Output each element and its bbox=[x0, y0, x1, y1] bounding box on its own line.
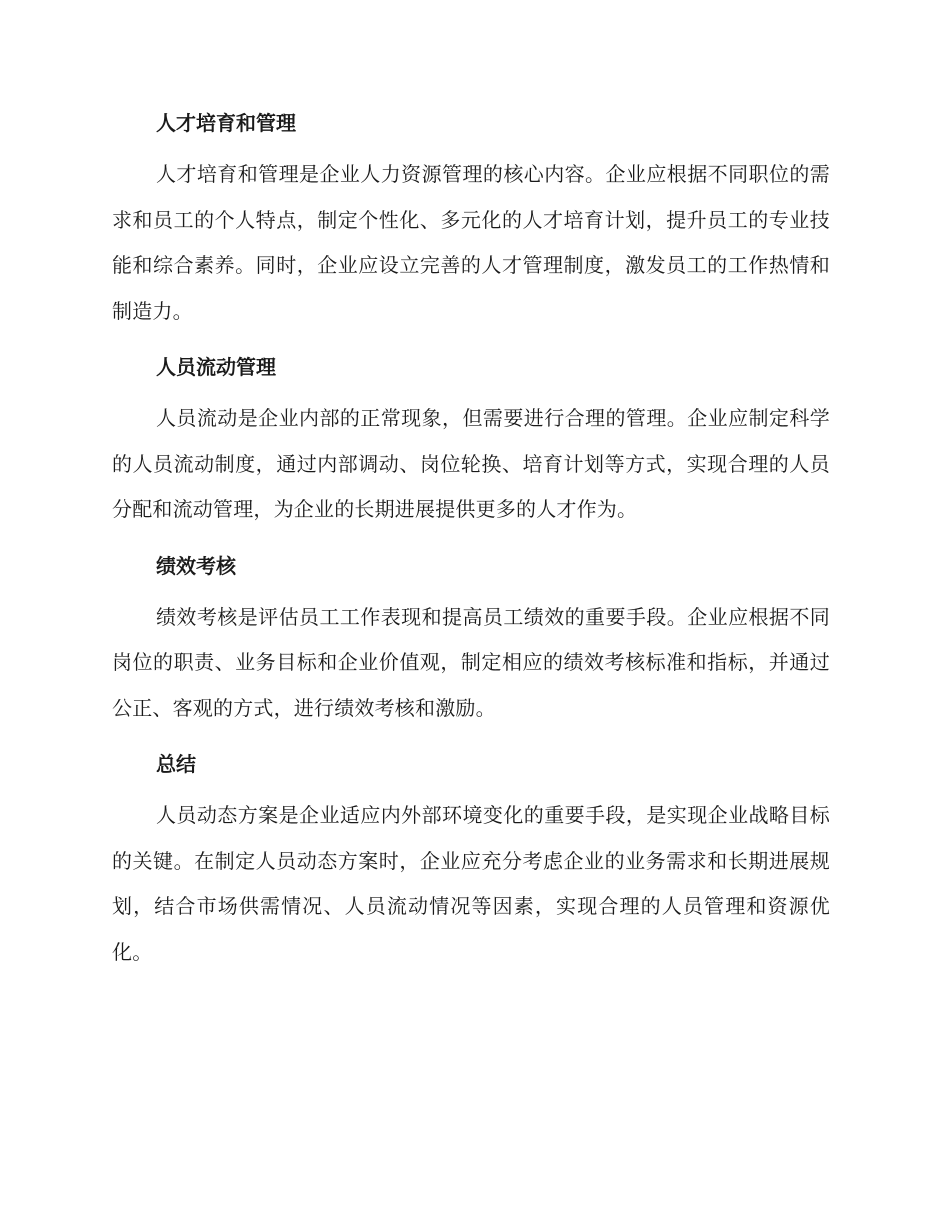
section-paragraph: 人员动态方案是企业适应内外部环境变化的重要手段，是实现企业战略目标的关键。在制定人员动态方案时，企业应充分考虑企业的业务需求和长期进展规划，结合市场供需情况、人员流动情况等因素，实现合理的人员管理和资源优化。 bbox=[112, 803, 830, 964]
section-talent-development bbox=[112, 108, 830, 334]
section-heading: 人才培育和管理 bbox=[156, 111, 296, 135]
section-staff-mobility bbox=[112, 352, 830, 533]
section-paragraph: 绩效考核是评估员工工作表现和提高员工绩效的重要手段。企业应根据不同岗位的职责、业务目标和企业价值观，制定相应的绩效考核标准和指标，并通过公正、客观的方式，进行绩效考核和激励。 bbox=[112, 604, 830, 720]
section-heading: 绩效考核 bbox=[156, 553, 236, 578]
document-page bbox=[112, 108, 830, 993]
section-paragraph: 人才培育和管理是企业人力资源管理的核心内容。企业应根据不同职位的需求和员工的个人特点，制定个性化、多元化的人才培育计划，提升员工的专业技能和综合素养。同时，企业应设立完善的人才管理制度，激发员工的工作热情和制造力。 bbox=[112, 162, 830, 323]
section-heading: 人员流动管理 bbox=[156, 355, 276, 379]
section-summary bbox=[112, 749, 830, 975]
section-paragraph: 人员流动是企业内部的正常现象，但需要进行合理的管理。企业应制定科学的人员流动制度，通过内部调动、岗位轮换、培育计划等方式，实现合理的人员分配和流动管理，为企业的长期进展提供更多的人才作为。 bbox=[112, 406, 830, 521]
section-performance-review bbox=[112, 551, 830, 732]
section-heading: 总结 bbox=[156, 752, 196, 776]
